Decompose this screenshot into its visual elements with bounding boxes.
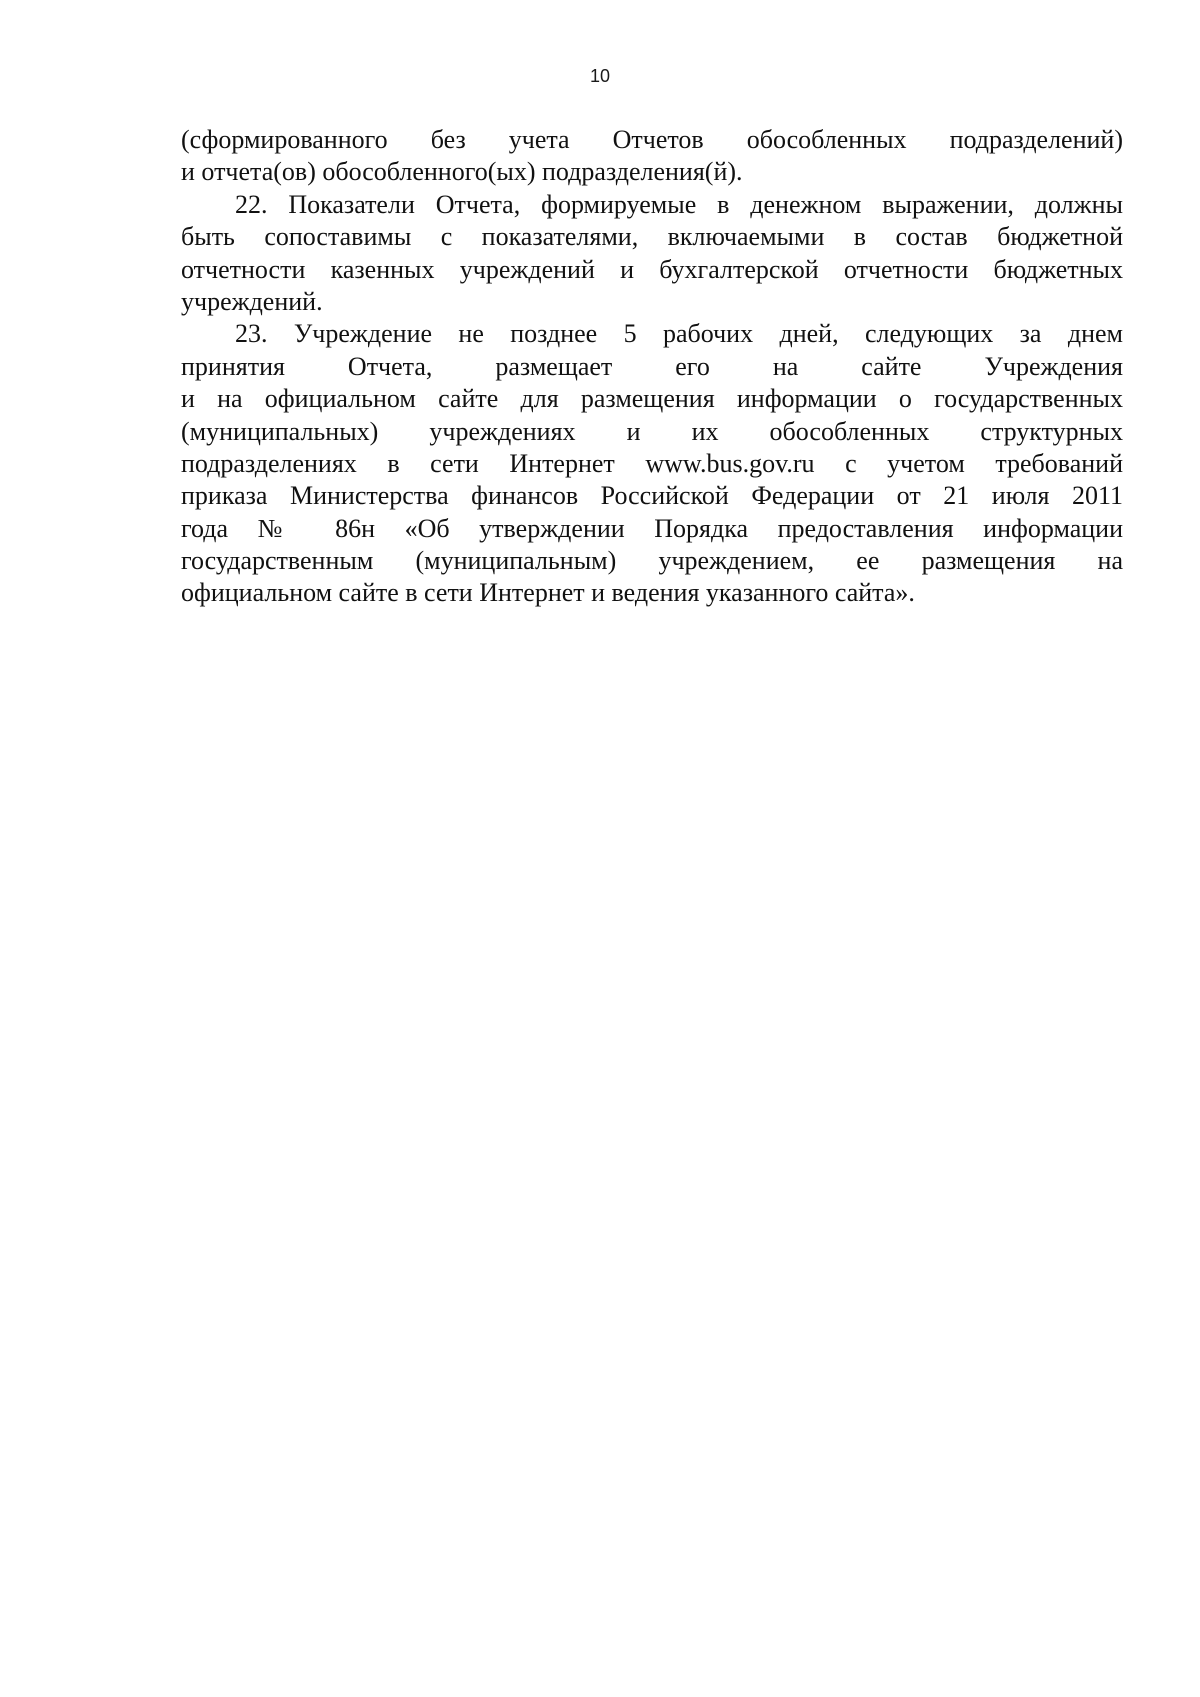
document-body [181, 124, 1123, 610]
text-line: государственным (муниципальным) учреждением, ее размещения на [181, 546, 1123, 576]
text-line: официальном сайте в сети Интернет и ведения указанного сайта». [181, 578, 915, 608]
text-line: подразделениях в сети Интернет www.bus.gov.ru с учетом требований [181, 448, 1123, 478]
text-line: быть сопоставимы с показателями, включаемыми в состав бюджетной [181, 222, 1123, 252]
text-line: года № 86н «Об утверждении Порядка предоставления информации [181, 513, 1123, 543]
text-line: (муниципальных) учреждениях и их обособленных структурных [181, 416, 1123, 446]
text-line: приказа Министерства финансов Российской Федерации от 21 июля 2011 [181, 481, 1123, 511]
text-line: 23. Учреждение не позднее 5 рабочих дней, следующих за днем [235, 319, 1123, 349]
text-line: и отчета(ов) обособленного(ых) подразделения(й). [181, 157, 743, 187]
text-line: (сформированного без учета Отчетов обособленных подразделений) [181, 125, 1123, 154]
text-line: принятия Отчета, размещает его на сайте Учреждения [181, 351, 1123, 381]
text-line: 22. Показатели Отчета, формируемые в денежном выражении, должны [235, 189, 1123, 219]
page-number: 10 [589, 66, 611, 86]
text-line: учреждений. [181, 286, 323, 316]
text-line: и на официальном сайте для размещения информации о государственных [181, 384, 1123, 414]
text-line: отчетности казенных учреждений и бухгалтерской отчетности бюджетных [181, 254, 1123, 284]
